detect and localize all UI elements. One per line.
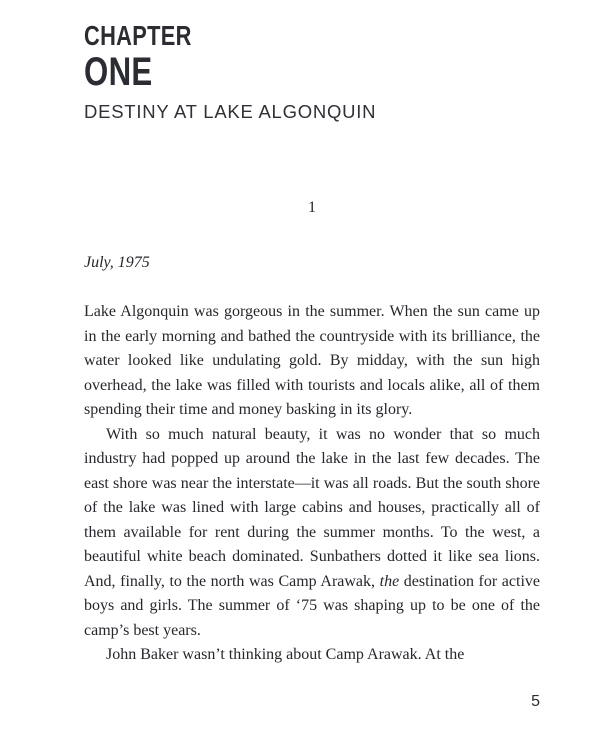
chapter-eyebrow-label: CHAPTER xyxy=(84,20,192,51)
emphasis-text: the xyxy=(379,572,400,590)
body-paragraph: With so much natural beauty, it was no wonder that so much industry had popped up around the lake in the last few decades. The east shore was near the interstate—it was all roads. But the south shore of the lake was lined with large cabins and houses, practically all of them available for rent during the summer months. To the west, a beautiful white beach dominated. Sunbathers dotted it like sea lions. And, finally, to the north was Camp Arawak, the destination for active boys and girls. The summer of ‘75 was shaping up to be one of the camp’s best years. xyxy=(84,425,541,639)
chapter-number-word: ONE xyxy=(84,50,153,94)
scene-number: 1 xyxy=(308,199,316,216)
page-number-folio: 5 xyxy=(531,693,540,710)
body-paragraph: Lake Algonquin was gorgeous in the summer. When the sun came up in the early morning and bathed the countryside with its brilliance, the water looked like undulating gold. By midday, with the sun high overhead, the lake was filled with tourists and locals alike, all of them spending their time and money basking in its glory. xyxy=(84,303,540,418)
chapter-heading xyxy=(84,22,544,123)
body-text-column xyxy=(84,196,540,668)
body-paragraph: John Baker wasn’t thinking about Camp Arawak. At the xyxy=(106,646,465,663)
dateline: July, 1975 xyxy=(84,253,150,271)
chapter-subtitle: DESTINY AT LAKE ALGONQUIN xyxy=(84,101,377,122)
